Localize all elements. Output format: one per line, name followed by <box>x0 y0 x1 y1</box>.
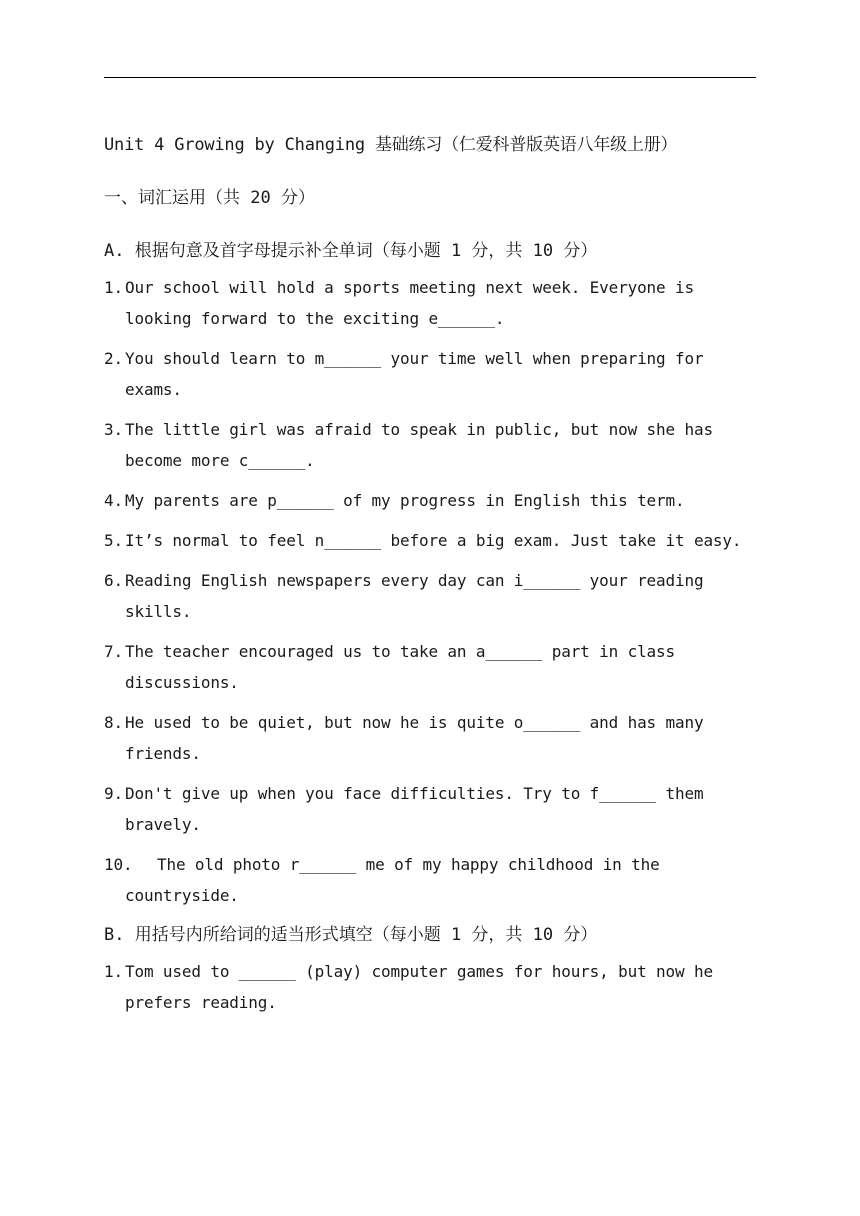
question-number: 3. <box>104 420 123 439</box>
part-b-question-list <box>104 956 756 1018</box>
question-text: The old photo r______ me of my happy childhood in the countryside. <box>125 855 660 905</box>
question-number: 10. <box>104 855 133 874</box>
question-number: 5. <box>104 531 123 550</box>
question-item <box>104 565 756 627</box>
question-number: 1. <box>104 278 123 297</box>
question-number: 7. <box>104 642 123 661</box>
question-number: 9. <box>104 784 123 803</box>
part-a-question-list <box>104 272 756 911</box>
question-number: 2. <box>104 349 123 368</box>
question-text: You should learn to m______ your time well when preparing for exams. <box>125 349 704 399</box>
question-text: Tom used to ______ (play) computer games for hours, but now he prefers reading. <box>125 962 713 1012</box>
question-item <box>104 414 756 476</box>
question-number: 1. <box>104 962 123 981</box>
question-text: It’s normal to feel n______ before a big exam. Just take it easy. <box>125 531 742 550</box>
part-a-heading: A. 根据句意及首字母提示补全单词（每小题 1 分，共 10 分） <box>104 241 598 261</box>
question-text: Our school will hold a sports meeting next week. Everyone is looking forward to the exciting e______. <box>125 278 694 328</box>
question-text: The teacher encouraged us to take an a______ part in class discussions. <box>125 642 676 692</box>
question-text: Reading English newspapers every day can i______ your reading skills. <box>125 571 704 621</box>
question-item <box>104 343 756 405</box>
question-item <box>104 485 756 516</box>
section-heading-vocabulary: 一、词汇运用（共 20 分） <box>104 188 315 208</box>
question-text: He used to be quiet, but now he is quite o______ and has many friends. <box>125 713 704 763</box>
question-text: Don't give up when you face difficulties. Try to f______ them bravely. <box>125 784 704 834</box>
question-number: 4. <box>104 491 123 510</box>
question-text: The little girl was afraid to speak in public, but now she has become more c______. <box>125 420 713 470</box>
part-b-heading: B. 用括号内所给词的适当形式填空（每小题 1 分，共 10 分） <box>104 925 598 945</box>
question-number: 8. <box>104 713 123 732</box>
question-item <box>104 707 756 769</box>
question-item <box>104 636 756 698</box>
document-title: Unit 4 Growing by Changing 基础练习（仁爱科普版英语八年级上册） <box>104 135 678 155</box>
question-item <box>104 525 756 556</box>
document-body <box>104 130 756 1027</box>
question-item <box>104 778 756 840</box>
question-number: 6. <box>104 571 123 590</box>
question-item <box>104 956 756 1018</box>
header-rule <box>104 77 756 78</box>
question-item <box>104 272 756 334</box>
question-item <box>104 849 756 911</box>
question-text: My parents are p______ of my progress in English this term. <box>125 491 685 510</box>
